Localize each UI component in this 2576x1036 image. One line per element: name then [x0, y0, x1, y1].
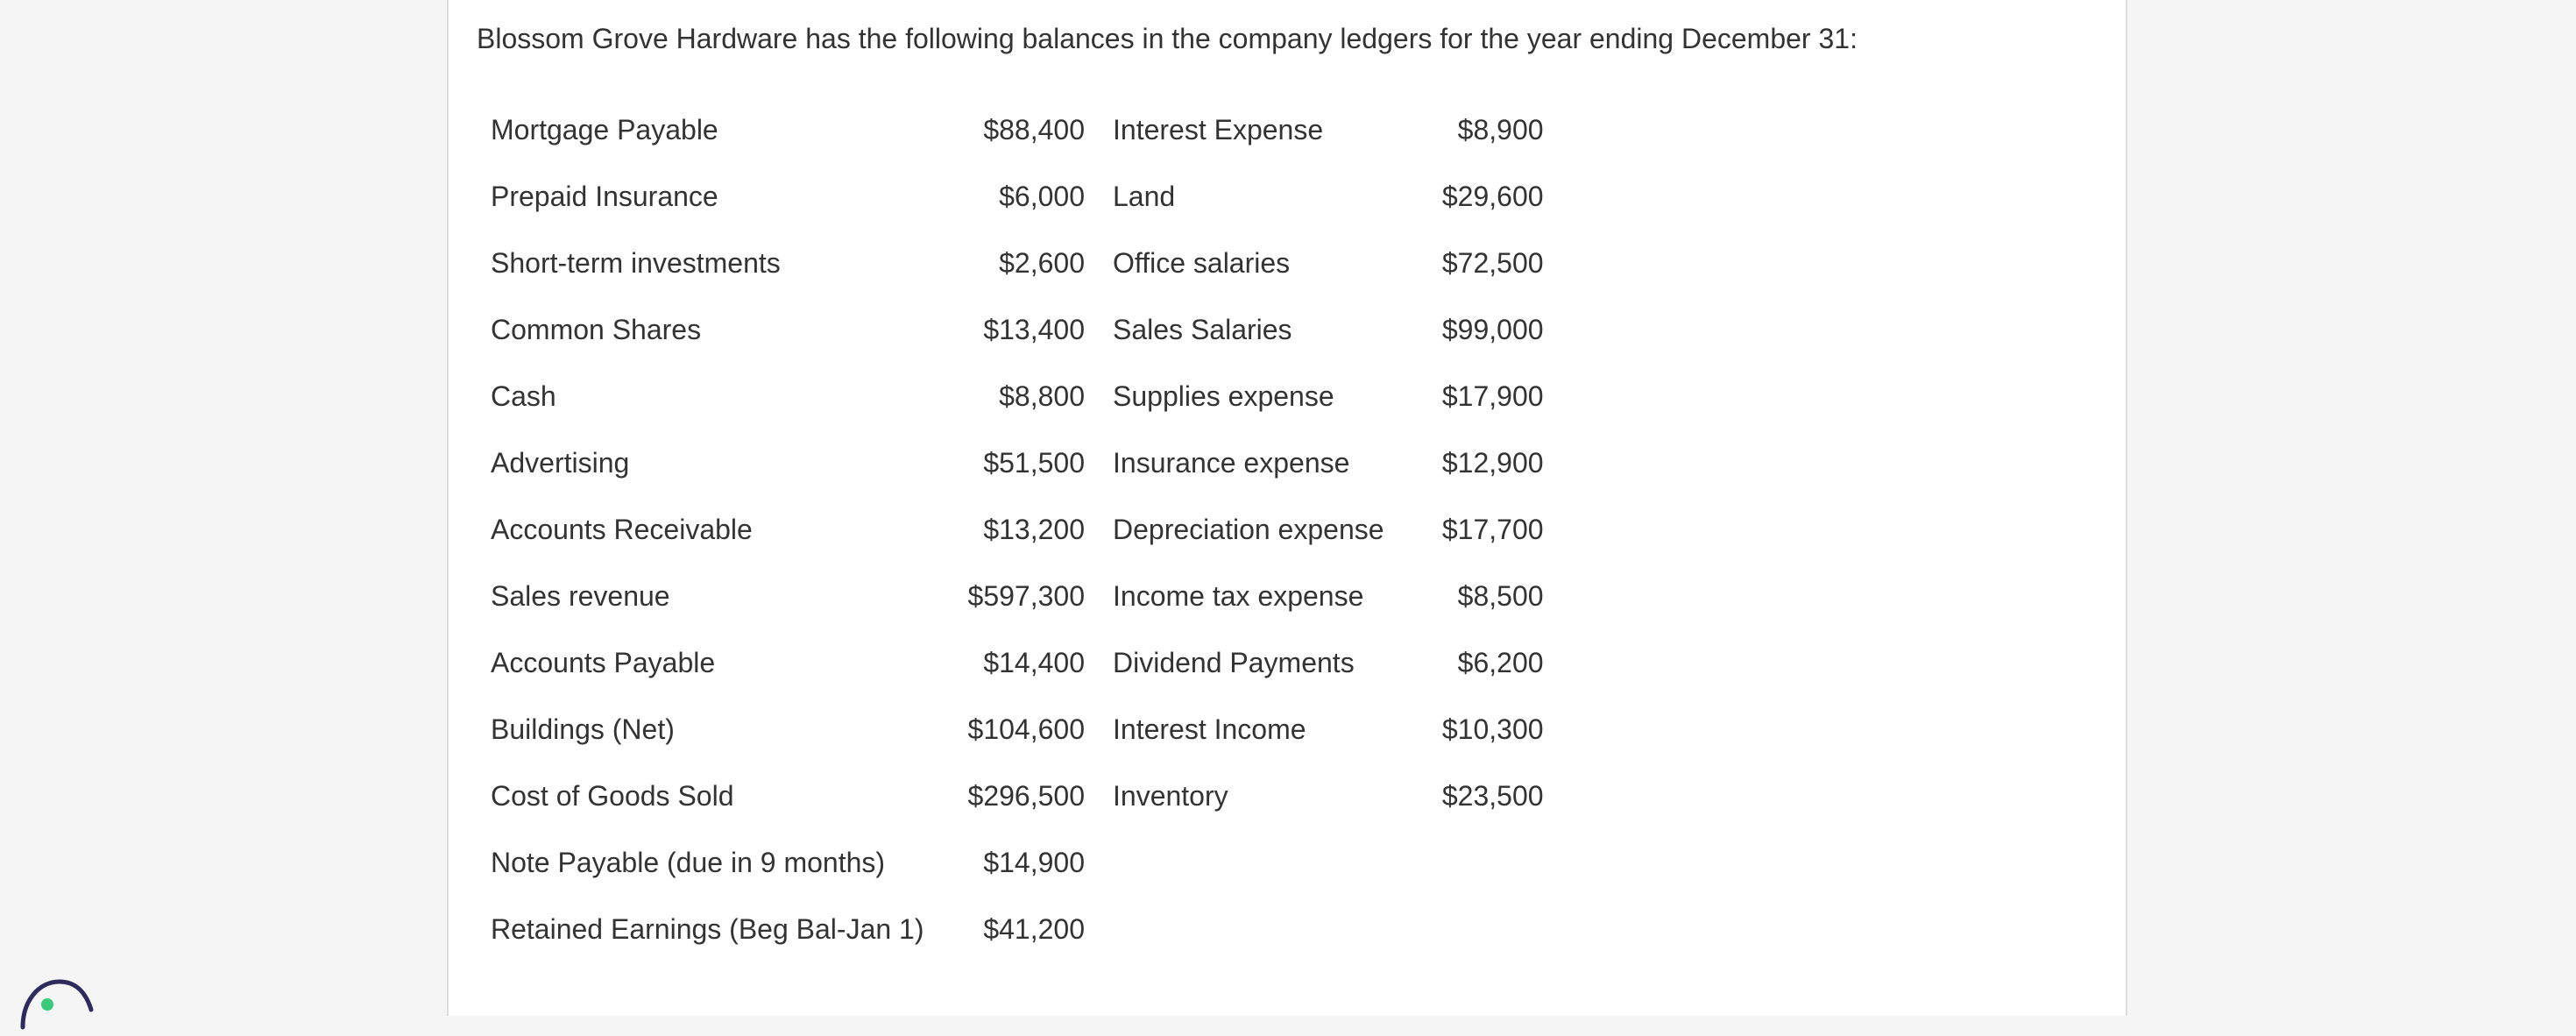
account-balance: $104,600: [967, 713, 1085, 745]
account-balance: $29,600: [1441, 180, 1544, 212]
account-name: Sales revenue: [491, 579, 670, 612]
account-name: Accounts Payable: [491, 646, 716, 678]
account-name: Office salaries: [1113, 246, 1291, 279]
account-balance: $6,000: [999, 180, 1085, 212]
empty-cell: [1398, 829, 1558, 896]
account-balance: $2,600: [999, 246, 1085, 279]
account-name: Cost of Goods Sold: [491, 779, 734, 812]
account-balance: $12,900: [1441, 446, 1544, 479]
table-row: [477, 96, 1558, 163]
account-balance: $8,800: [999, 380, 1085, 412]
account-balance: $14,900: [983, 846, 1085, 878]
table-row: [477, 563, 1558, 629]
account-name: Advertising: [491, 446, 630, 479]
partial-logo-icon[interactable]: [16, 975, 95, 1036]
table-row: [477, 429, 1558, 496]
account-balance: $41,200: [983, 912, 1085, 945]
account-name: Short-term investments: [491, 246, 781, 279]
account-balance: $72,500: [1441, 246, 1544, 279]
ledger-balances-table: [477, 96, 1558, 962]
account-name: Inventory: [1113, 779, 1228, 812]
table-row: [477, 163, 1558, 230]
account-name: Insurance expense: [1113, 446, 1350, 479]
account-balance: $51,500: [983, 446, 1085, 479]
table-row: [477, 496, 1558, 563]
logo-dot: [41, 998, 53, 1011]
account-balance: $10,300: [1441, 713, 1544, 745]
account-balance: $88,400: [983, 113, 1085, 145]
account-name: Mortgage Payable: [491, 113, 718, 145]
account-name: Land: [1113, 180, 1176, 212]
account-name: Income tax expense: [1113, 579, 1364, 612]
account-balance: $8,500: [1457, 579, 1544, 612]
account-name: Accounts Receivable: [491, 513, 753, 545]
empty-cell: [1099, 896, 1398, 962]
account-balance: $13,200: [983, 513, 1085, 545]
account-balance: $14,400: [983, 646, 1085, 678]
table-row: [477, 696, 1558, 763]
table-row: [477, 363, 1558, 429]
account-balance: $296,500: [967, 779, 1085, 812]
table-row: [477, 763, 1558, 829]
account-name: Cash: [491, 380, 556, 412]
problem-intro: Blossom Grove Hardware has the following balances in the company ledgers for the year ending December 31:: [477, 23, 1858, 54]
account-name: Retained Earnings (Beg Bal-Jan 1): [491, 912, 924, 945]
table-row: [477, 629, 1558, 696]
account-name: Depreciation expense: [1113, 513, 1384, 545]
table-row: [477, 296, 1558, 363]
account-balance: $17,900: [1441, 380, 1544, 412]
account-balance: $6,200: [1457, 646, 1544, 678]
account-balance: $8,900: [1457, 113, 1544, 145]
account-balance: $597,300: [967, 579, 1085, 612]
account-name: Interest Income: [1113, 713, 1306, 745]
account-name: Supplies expense: [1113, 380, 1334, 412]
content-panel: [447, 0, 2127, 1016]
logo-outline: [23, 982, 91, 1027]
table-row: [477, 896, 1558, 962]
account-name: Dividend Payments: [1113, 646, 1355, 678]
account-name: Interest Expense: [1113, 113, 1324, 145]
table-row: [477, 829, 1558, 896]
account-name: Common Shares: [491, 313, 702, 345]
account-name: Sales Salaries: [1113, 313, 1292, 345]
account-balance: $23,500: [1441, 779, 1544, 812]
account-name: Prepaid Insurance: [491, 180, 718, 212]
account-balance: $99,000: [1441, 313, 1544, 345]
account-name: Buildings (Net): [491, 713, 675, 745]
account-name: Note Payable (due in 9 months): [491, 846, 886, 878]
empty-cell: [1398, 896, 1558, 962]
account-balance: $13,400: [983, 313, 1085, 345]
account-balance: $17,700: [1441, 513, 1544, 545]
table-row: [477, 230, 1558, 296]
empty-cell: [1099, 829, 1398, 896]
